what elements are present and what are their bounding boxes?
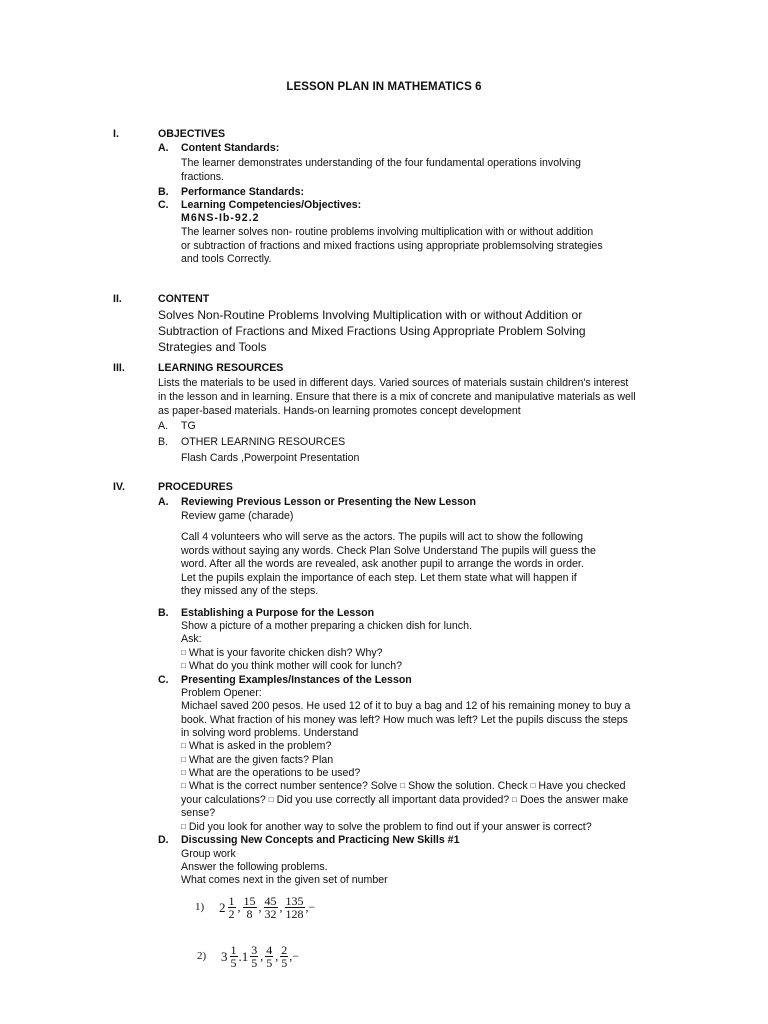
item-label: Performance Standards: <box>181 186 305 198</box>
mixed-whole: 3 <box>221 948 228 964</box>
list-item-text: Have you checked <box>538 780 626 792</box>
paragraph-line: sense? <box>181 807 216 819</box>
fraction: $\frac{135}{128}$ <box>285 894 304 921</box>
section-numeral: I. <box>113 128 119 140</box>
checkbox-glyph-icon <box>400 780 408 792</box>
list-item-text: What is asked in the problem? <box>188 740 332 752</box>
sequence-tail: ,− <box>289 948 300 963</box>
paragraph-line: and tools Correctly. <box>181 253 272 265</box>
item-label: Learning Competencies/Objectives: <box>181 199 362 211</box>
item-letter: A. <box>158 420 169 432</box>
fraction: $\frac{4}{5}$ <box>266 943 273 970</box>
item-letter: A. <box>158 142 169 154</box>
list-item <box>181 754 333 767</box>
sequence-label: 2) <box>197 949 207 962</box>
sequence-label: 1) <box>195 900 205 913</box>
list-item <box>181 740 331 753</box>
fraction: $\frac{3}{5}$ <box>251 943 258 970</box>
paragraph-line: fractions. <box>181 171 224 183</box>
document-title: LESSON PLAN IN MATHEMATICS 6 <box>286 81 482 93</box>
section-heading: PROCEDURES <box>158 481 233 493</box>
item-letter: A. <box>158 496 169 508</box>
list-item-text: What do you think mother will cook for lunch? <box>188 660 402 672</box>
paragraph-line: Let the pupils explain the importance of each step. Let them state what will happen if <box>181 572 577 584</box>
checkbox-glyph-icon <box>269 794 277 806</box>
paragraph-line: Answer the following problems. <box>181 861 328 873</box>
paragraph-line: Group work <box>181 848 236 860</box>
list-item <box>181 660 402 673</box>
checkbox-glyph-icon <box>181 767 189 779</box>
paragraph-line: Show a picture of a mother preparing a chicken dish for lunch. <box>181 620 472 632</box>
paragraph-line: The learner demonstrates understanding of the four fundamental operations involving <box>181 157 581 169</box>
fraction: $\frac{2}{5}$ <box>281 943 288 970</box>
paragraph-line: The learner solves non- routine problems involving multiplication with or without addition <box>181 226 594 238</box>
paragraph-line: Call 4 volunteers who will serve as the actors. The pupils will act to show the following <box>181 531 583 543</box>
item-label: OTHER LEARNING RESOURCES <box>181 436 346 448</box>
fraction: $\frac{1}{5}$ <box>230 943 237 970</box>
list-item-text: What are the operations to be used? <box>188 767 361 779</box>
section-heading: OBJECTIVES <box>158 128 226 140</box>
number-sequence-1: 1) 2 $\frac{1}{2}$ , $\frac{15}{8}$ , $\frac{45}{32}$ , $\frac{135}{128}$ ,− <box>195 894 316 921</box>
checkbox-glyph-icon <box>181 754 189 766</box>
item-letter: B. <box>158 186 169 198</box>
paragraph-line: Flash Cards ,Powerpoint Presentation <box>181 452 360 464</box>
item-label: Discussing New Concepts and Practicing New Skills #1 <box>181 834 460 846</box>
paragraph-line: book. What fraction of his money was left? How much was left? Let the pupils discuss the steps <box>181 714 628 726</box>
list-item-text: Does the answer make <box>519 794 629 806</box>
item-letter: B. <box>158 436 169 448</box>
paragraph-line: as paper-based materials. Hands-on learning promotes concept development <box>158 405 521 417</box>
checkbox-glyph-icon <box>512 794 520 806</box>
checkbox-glyph-icon <box>181 647 189 659</box>
number-sequence-2: 2) 3 $\frac{1}{5}$ .1 $\frac{3}{5}$ , $\frac{4}{5}$ , $\frac{2}{5}$ ,− <box>197 943 300 970</box>
section-numeral: II. <box>113 293 122 305</box>
list-item-text: What is the correct number sentence? Solve <box>188 780 401 792</box>
section-numeral: IV. <box>113 481 125 493</box>
paragraph-line: Lists the materials to be used in different days. Varied sources of materials sustain children's interest <box>158 377 629 389</box>
paragraph-line: or subtraction of fractions and mixed fractions using appropriate problemsolving strategies <box>181 240 603 252</box>
section-heading: CONTENT <box>158 293 210 305</box>
paragraph-line: Ask: <box>181 633 202 645</box>
fraction: $\frac{1}{2}$ <box>228 894 235 921</box>
sequence-tail: ,− <box>305 899 316 914</box>
item-label: Reviewing Previous Lesson or Presenting the New Lesson <box>181 496 476 508</box>
item-label: Content Standards: <box>181 142 280 154</box>
paragraph-line: Michael saved 200 pesos. He used 12 of it to buy a bag and 12 of his remaining money to buy a <box>181 700 631 712</box>
item-letter: C. <box>158 199 169 211</box>
mixed-whole: 2 <box>219 899 226 915</box>
content-topic <box>158 307 638 355</box>
list-item-text: your calculations? <box>181 794 269 806</box>
item-letter: D. <box>158 834 169 846</box>
item-label: TG <box>181 420 196 432</box>
paragraph-line: Problem Opener: <box>181 687 262 699</box>
list-item-text: Did you look for another way to solve the problem to find out if your answer is correct? <box>188 821 592 833</box>
list-item <box>181 780 701 793</box>
list-item-text: Did you use correctly all important data provided? <box>276 794 513 806</box>
item-letter: B. <box>158 607 169 619</box>
paragraph-line: in the lesson and in learning. Ensure that there is a mix of concrete and manipulative materials as well <box>158 391 636 403</box>
paragraph-line: they missed any of the steps. <box>181 585 319 597</box>
paragraph-line: What comes next in the given set of number <box>181 874 388 886</box>
list-item-text: What is your favorite chicken dish? Why? <box>188 647 383 659</box>
list-item-text: Show the solution. Check <box>408 780 531 792</box>
checkbox-glyph-icon <box>181 660 189 672</box>
list-item <box>181 821 701 834</box>
paragraph-line: word. After all the words are revealed, ask another pupil to arrange the words in order. <box>181 558 584 570</box>
checkbox-glyph-icon <box>181 821 189 833</box>
list-item <box>181 647 383 660</box>
section-numeral: III. <box>113 362 125 374</box>
checkbox-glyph-icon <box>181 740 189 752</box>
fraction: $\frac{15}{8}$ <box>243 894 256 921</box>
item-letter: C. <box>158 674 169 686</box>
checkbox-glyph-icon <box>181 780 189 792</box>
paragraph-line: Review game (charade) <box>181 510 294 522</box>
content-line: Strategies and Tools <box>158 340 267 354</box>
list-item <box>181 767 360 780</box>
list-item <box>181 794 701 807</box>
content-line: Subtraction of Fractions and Mixed Fractions Using Appropriate Problem Solving <box>158 324 586 338</box>
section-heading: LEARNING RESOURCES <box>158 362 284 374</box>
item-label: Presenting Examples/Instances of the Lesson <box>181 674 412 686</box>
list-item-text: What are the given facts? Plan <box>188 754 334 766</box>
item-label: Establishing a Purpose for the Lesson <box>181 607 375 619</box>
paragraph-line: words without saying any words. Check Plan Solve Understand The pupils will guess the <box>181 545 596 557</box>
paragraph-line: in solving word problems. Understand <box>181 727 359 739</box>
mixed-whole: .1 <box>238 948 249 964</box>
content-line: Solves Non-Routine Problems Involving Multiplication with or without Addition or <box>158 308 583 322</box>
fraction: $\frac{45}{32}$ <box>264 894 277 921</box>
competency-code: M6NS-Ib-92.2 <box>181 212 260 224</box>
